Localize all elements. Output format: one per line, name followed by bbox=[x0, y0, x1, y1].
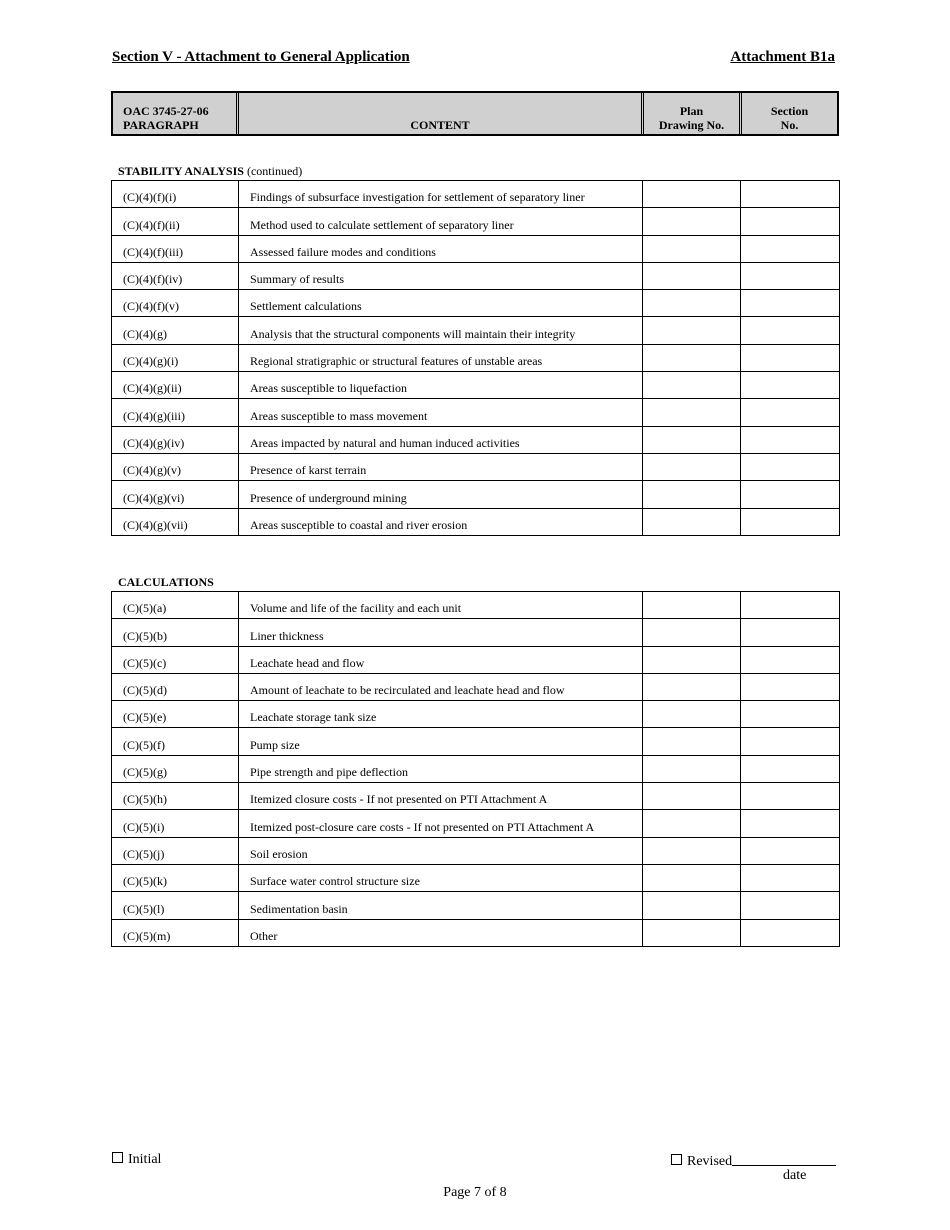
plan-drawing-cell[interactable] bbox=[643, 344, 741, 371]
table-row bbox=[112, 810, 840, 837]
revised-checkbox-field[interactable]: Revised bbox=[671, 1152, 836, 1170]
section-no-cell[interactable] bbox=[741, 864, 840, 891]
section-no-cell[interactable] bbox=[741, 317, 840, 344]
table-row bbox=[112, 837, 840, 864]
table-row bbox=[112, 290, 840, 317]
content-cell: Presence of underground mining bbox=[239, 481, 643, 508]
stability-analysis-table bbox=[111, 180, 840, 536]
plan-drawing-cell[interactable] bbox=[643, 262, 741, 289]
table-row bbox=[112, 701, 840, 728]
section-no-cell[interactable] bbox=[741, 344, 840, 371]
section-no-cell[interactable] bbox=[741, 646, 840, 673]
paragraph-cell: (C)(4)(f)(iii) bbox=[112, 235, 239, 262]
section-title: Section V - Attachment to General Application bbox=[112, 49, 410, 65]
table-row bbox=[112, 508, 840, 535]
section-no-cell[interactable] bbox=[741, 481, 840, 508]
content-column-header: CONTENT bbox=[239, 93, 644, 134]
date-label: date bbox=[783, 1168, 807, 1183]
content-cell: Regional stratigraphic or structural features of unstable areas bbox=[239, 344, 643, 371]
paragraph-cell: (C)(4)(f)(v) bbox=[112, 290, 239, 317]
calculations-table bbox=[111, 591, 840, 947]
section-no-cell[interactable] bbox=[741, 508, 840, 535]
section-no-cell[interactable] bbox=[741, 290, 840, 317]
section-column-header: Section No. bbox=[770, 104, 809, 132]
paragraph-cell: (C)(4)(f)(i) bbox=[112, 181, 239, 208]
paragraph-cell: (C)(5)(g) bbox=[112, 755, 239, 782]
plan-drawing-cell[interactable] bbox=[643, 810, 741, 837]
content-cell: Presence of karst terrain bbox=[239, 453, 643, 480]
plan-drawing-cell[interactable] bbox=[643, 919, 741, 946]
content-cell: Areas susceptible to mass movement bbox=[239, 399, 643, 426]
paragraph-cell: (C)(5)(e) bbox=[112, 701, 239, 728]
paragraph-cell: (C)(4)(g)(i) bbox=[112, 344, 239, 371]
section-no-cell[interactable] bbox=[741, 426, 840, 453]
plan-drawing-cell[interactable] bbox=[643, 399, 741, 426]
paragraph-cell: (C)(5)(b) bbox=[112, 619, 239, 646]
attachment-title: Attachment B1a bbox=[730, 49, 835, 65]
table-row bbox=[112, 919, 840, 946]
plan-drawing-cell[interactable] bbox=[643, 290, 741, 317]
initial-checkbox-field[interactable]: Initial bbox=[112, 1152, 161, 1168]
table-row bbox=[112, 262, 840, 289]
revised-checkbox[interactable] bbox=[671, 1154, 682, 1165]
content-cell: Amount of leachate to be recirculated and leachate head and flow bbox=[239, 673, 643, 700]
content-cell: Areas susceptible to coastal and river erosion bbox=[239, 508, 643, 535]
paragraph-cell: (C)(4)(g)(vi) bbox=[112, 481, 239, 508]
paragraph-cell: (C)(5)(k) bbox=[112, 864, 239, 891]
paragraph-cell: (C)(5)(j) bbox=[112, 837, 239, 864]
stability-analysis-heading: STABILITY ANALYSIS (continued) bbox=[118, 164, 303, 178]
table-row bbox=[112, 728, 840, 755]
paragraph-cell: (C)(4)(g)(iii) bbox=[112, 399, 239, 426]
plan-drawing-cell[interactable] bbox=[643, 892, 741, 919]
paragraph-cell: (C)(4)(f)(iv) bbox=[112, 262, 239, 289]
plan-drawing-cell[interactable] bbox=[643, 592, 741, 619]
content-cell: Volume and life of the facility and each unit bbox=[239, 592, 643, 619]
section-no-cell[interactable] bbox=[741, 453, 840, 480]
paragraph-cell: (C)(5)(i) bbox=[112, 810, 239, 837]
paragraph-cell: (C)(4)(g)(v) bbox=[112, 453, 239, 480]
table-row bbox=[112, 892, 840, 919]
content-cell: Areas susceptible to liquefaction bbox=[239, 372, 643, 399]
section-no-cell[interactable] bbox=[741, 919, 840, 946]
table-row bbox=[112, 399, 840, 426]
plan-drawing-cell[interactable] bbox=[643, 372, 741, 399]
initial-checkbox[interactable] bbox=[112, 1152, 123, 1163]
table-row bbox=[112, 619, 840, 646]
paragraph-cell: (C)(5)(f) bbox=[112, 728, 239, 755]
plan-drawing-cell[interactable] bbox=[643, 755, 741, 782]
section-no-cell[interactable] bbox=[741, 783, 840, 810]
plan-column-header: Plan Drawing No. bbox=[644, 93, 742, 134]
table-row bbox=[112, 453, 840, 480]
content-cell: Surface water control structure size bbox=[239, 864, 643, 891]
paragraph-cell: (C)(4)(g) bbox=[112, 317, 239, 344]
content-cell: Other bbox=[239, 919, 643, 946]
section-no-cell[interactable] bbox=[741, 208, 840, 235]
content-cell: Pipe strength and pipe deflection bbox=[239, 755, 643, 782]
plan-drawing-cell[interactable] bbox=[643, 317, 741, 344]
plan-drawing-cell[interactable] bbox=[643, 646, 741, 673]
paragraph-cell: (C)(4)(g)(iv) bbox=[112, 426, 239, 453]
content-cell: Areas impacted by natural and human induced activities bbox=[239, 426, 643, 453]
plan-drawing-cell[interactable] bbox=[643, 235, 741, 262]
content-cell: Soil erosion bbox=[239, 837, 643, 864]
plan-drawing-cell[interactable] bbox=[643, 783, 741, 810]
content-cell: Analysis that the structural components will maintain their integrity bbox=[239, 317, 643, 344]
paragraph-column-header: OAC 3745-27-06 PARAGRAPH bbox=[113, 93, 239, 134]
section-no-cell[interactable] bbox=[741, 619, 840, 646]
content-cell: Liner thickness bbox=[239, 619, 643, 646]
table-row bbox=[112, 592, 840, 619]
table-row bbox=[112, 673, 840, 700]
table-row bbox=[112, 235, 840, 262]
content-cell: Itemized closure costs - If not presented on PTI Attachment A bbox=[239, 783, 643, 810]
plan-drawing-cell[interactable] bbox=[643, 453, 741, 480]
content-cell: Leachate head and flow bbox=[239, 646, 643, 673]
plan-drawing-cell[interactable] bbox=[643, 208, 741, 235]
paragraph-cell: (C)(5)(m) bbox=[112, 919, 239, 946]
paragraph-cell: (C)(5)(a) bbox=[112, 592, 239, 619]
content-cell: Assessed failure modes and conditions bbox=[239, 235, 643, 262]
content-cell: Summary of results bbox=[239, 262, 643, 289]
plan-drawing-cell[interactable] bbox=[643, 508, 741, 535]
section-no-cell[interactable] bbox=[741, 181, 840, 208]
content-cell: Itemized post-closure care costs - If not presented on PTI Attachment A bbox=[239, 810, 643, 837]
page-number: Page 7 of 8 bbox=[443, 1185, 507, 1200]
paragraph-cell: (C)(5)(h) bbox=[112, 783, 239, 810]
column-header-bar bbox=[111, 91, 839, 136]
table-row bbox=[112, 317, 840, 344]
section-no-cell[interactable] bbox=[741, 755, 840, 782]
table-row bbox=[112, 646, 840, 673]
section-no-cell[interactable] bbox=[741, 892, 840, 919]
paragraph-cell: (C)(5)(d) bbox=[112, 673, 239, 700]
content-cell: Settlement calculations bbox=[239, 290, 643, 317]
section-no-cell[interactable] bbox=[741, 372, 840, 399]
section-no-cell[interactable] bbox=[741, 837, 840, 864]
plan-drawing-cell[interactable] bbox=[643, 701, 741, 728]
table-row bbox=[112, 755, 840, 782]
content-cell: Leachate storage tank size bbox=[239, 701, 643, 728]
table-row bbox=[112, 208, 840, 235]
table-row bbox=[112, 481, 840, 508]
content-cell: Sedimentation basin bbox=[239, 892, 643, 919]
plan-drawing-cell[interactable] bbox=[643, 181, 741, 208]
plan-drawing-cell[interactable] bbox=[643, 426, 741, 453]
calculations-heading: CALCULATIONS bbox=[118, 575, 214, 589]
plan-drawing-cell[interactable] bbox=[643, 673, 741, 700]
section-no-cell[interactable] bbox=[741, 810, 840, 837]
table-row bbox=[112, 864, 840, 891]
table-row bbox=[112, 426, 840, 453]
content-cell: Findings of subsurface investigation for settlement of separatory liner bbox=[239, 181, 643, 208]
table-row bbox=[112, 372, 840, 399]
section-no-cell[interactable] bbox=[741, 728, 840, 755]
section-no-cell[interactable] bbox=[741, 701, 840, 728]
section-no-cell[interactable] bbox=[741, 399, 840, 426]
paragraph-cell: (C)(5)(l) bbox=[112, 892, 239, 919]
section-no-cell[interactable] bbox=[741, 592, 840, 619]
paragraph-cell: (C)(4)(g)(vii) bbox=[112, 508, 239, 535]
table-row bbox=[112, 344, 840, 371]
plan-drawing-cell[interactable] bbox=[643, 864, 741, 891]
plan-drawing-cell[interactable] bbox=[643, 619, 741, 646]
content-cell: Method used to calculate settlement of separatory liner bbox=[239, 208, 643, 235]
paragraph-cell: (C)(5)(c) bbox=[112, 646, 239, 673]
section-no-cell[interactable] bbox=[741, 673, 840, 700]
plan-drawing-cell[interactable] bbox=[643, 481, 741, 508]
section-no-cell[interactable] bbox=[741, 262, 840, 289]
section-no-cell[interactable] bbox=[741, 235, 840, 262]
content-cell: Pump size bbox=[239, 728, 643, 755]
plan-drawing-cell[interactable] bbox=[643, 837, 741, 864]
paragraph-cell: (C)(4)(f)(ii) bbox=[112, 208, 239, 235]
revised-date-line[interactable] bbox=[732, 1152, 836, 1166]
table-row bbox=[112, 181, 840, 208]
plan-drawing-cell[interactable] bbox=[643, 728, 741, 755]
paragraph-cell: (C)(4)(g)(ii) bbox=[112, 372, 239, 399]
table-row bbox=[112, 783, 840, 810]
